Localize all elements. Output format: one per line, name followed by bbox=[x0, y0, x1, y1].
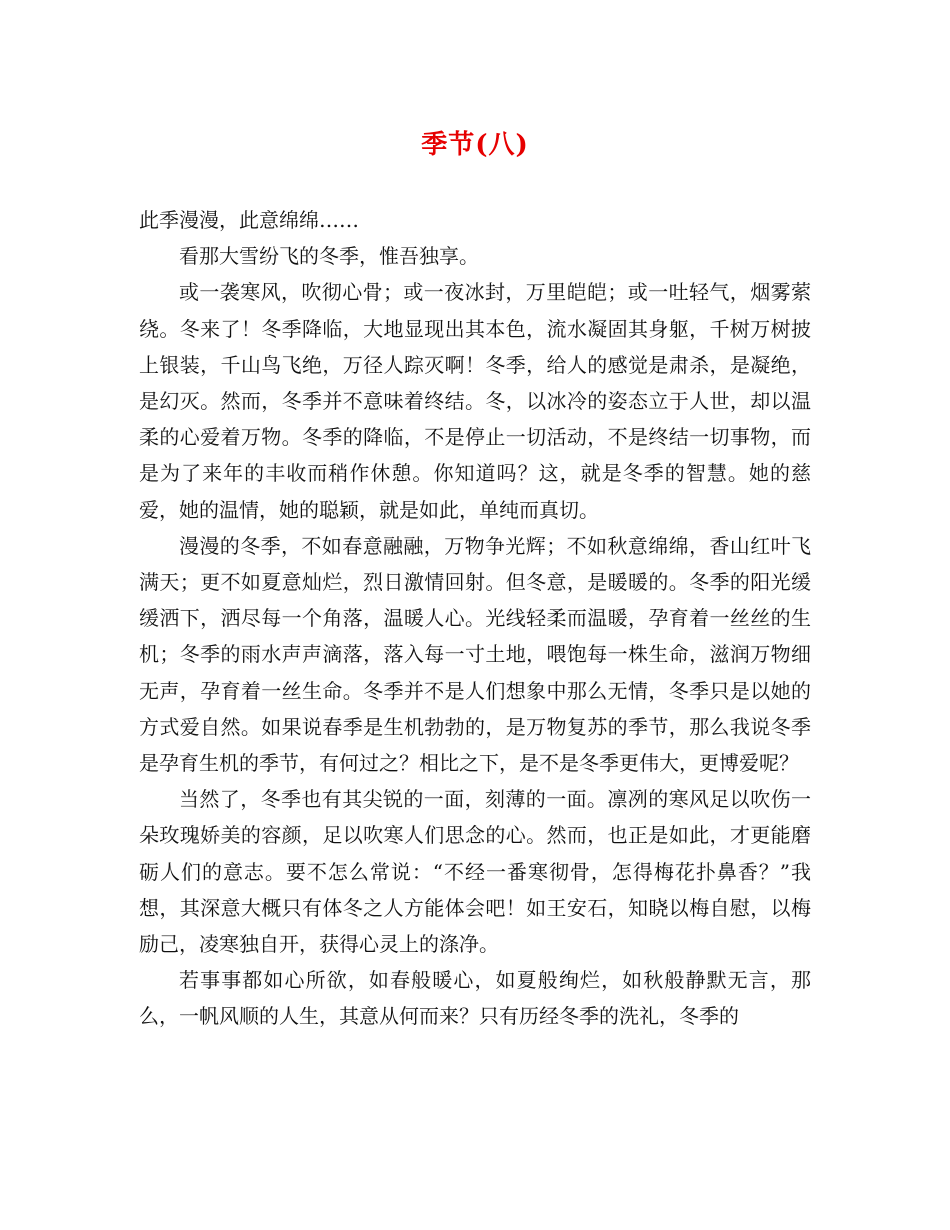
document-body bbox=[139, 202, 811, 1035]
paragraph: 漫漫的冬季，不如春意融融，万物争光辉；不如秋意绵绵，香山红叶飞满天；更不如夏意灿烂，烈日激情回射。但冬意，是暖暖的。冬季的阳光缓缓洒下，洒尽每一个角落，温暖人心。光线轻柔而温暖，孕育着一丝丝的生机；冬季的雨水声声滴落，落入每一寸土地，喂饱每一株生命，滋润万物细无声，孕育着一丝生命。冬季并不是人们想象中那么无情，冬季只是以她的方式爱自然。如果说春季是生机勃勃的，是万物复苏的季节，那么我说冬季是孕育生机的季节，有何过之？相比之下，是不是冬季更伟大，更博爱呢？ bbox=[139, 533, 811, 776]
paragraph: 看那大雪纷飞的冬季，惟吾独享。 bbox=[179, 244, 479, 269]
document-title: 季节(八) bbox=[421, 130, 529, 160]
paragraph: 或一袭寒风，吹彻心骨；或一夜冰封，万里皑皑；或一吐轻气，烟雾萦绕。冬来了！冬季降临，大地显现出其本色，流水凝固其身躯，千树万树披上银装，千山鸟飞绝，万径人踪灭啊！冬季，给人的感觉是肃杀，是凝绝，是幻灭。然而，冬季并不意味着终结。冬，以冰冷的姿态立于人世，却以温柔的心爱着万物。冬季的降临，不是停止一切活动，不是终结一切事物，而是为了来年的丰收而稍作休憩。你知道吗？这，就是冬季的智慧。她的慈爱，她的温情，她的聪颖，就是如此，单纯而真切。 bbox=[139, 280, 811, 522]
paragraph: 若事事都如心所欲，如春般暖心，如夏般绚烂，如秋般静默无言，那么，一帆风顺的人生，其意从何而来？只有历经冬季的洗礼，冬季的 bbox=[139, 968, 811, 1029]
paragraph: 此季漫漫，此意绵绵…… bbox=[139, 208, 359, 232]
paragraph: 当然了，冬季也有其尖锐的一面，刻薄的一面。凛冽的寒风足以吹伤一朵玫瑰娇美的容颜，足以吹寒人们思念的心。然而，也正是如此，才更能磨砺人们的意志。要不怎么常说：“不经一番寒彻骨，怎得梅花扑鼻香？”我想，其深意大概只有体冬之人方能体会吧！如王安石，知晓以梅自慰，以梅励己，凌寒独自开，获得心灵上的涤净。 bbox=[139, 787, 811, 957]
